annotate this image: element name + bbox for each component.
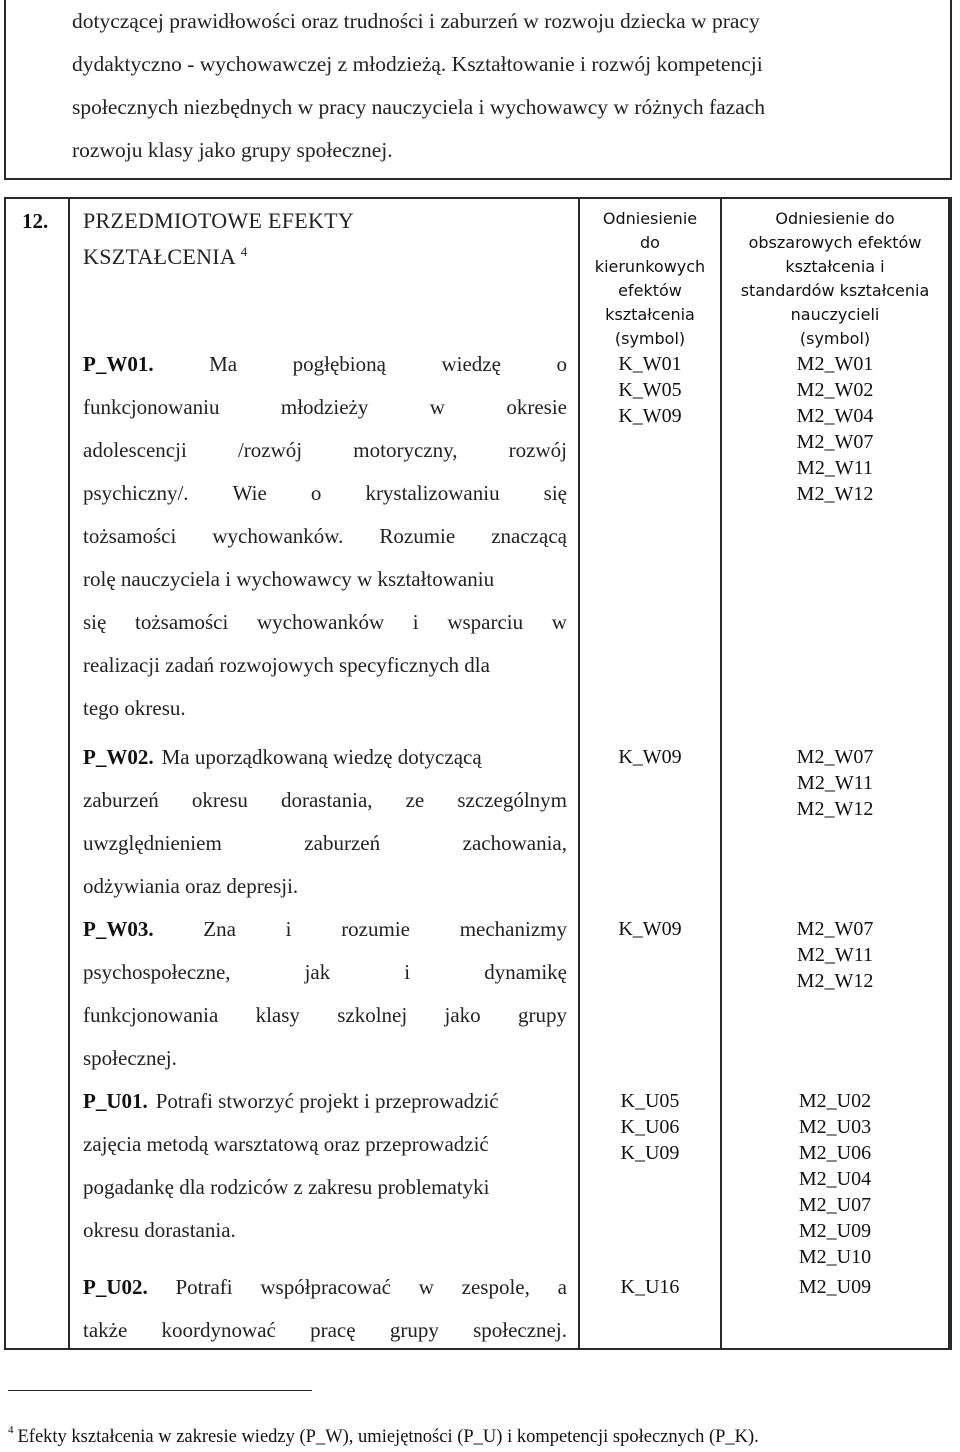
text-line	[83, 1309, 567, 1352]
word: szczególnym	[457, 788, 567, 812]
text-line	[83, 865, 567, 908]
symbol-code: M2_U02	[798, 1090, 872, 1112]
text-line	[83, 343, 567, 386]
symbol-code: M2_U04	[798, 1168, 872, 1190]
word: rozwój	[508, 438, 567, 462]
word: wychowanków.	[212, 524, 344, 548]
table-divider	[68, 199, 70, 1348]
column-header-line: kierunkowych	[594, 257, 706, 276]
word: i	[404, 960, 411, 984]
word: wsparciu	[447, 610, 524, 634]
text-line	[83, 687, 567, 730]
symbol-code: M2_U03	[798, 1116, 872, 1138]
obszarowe-symbols	[722, 744, 948, 822]
symbol-code: K_U09	[620, 1142, 680, 1164]
word: koordynować	[161, 1318, 276, 1342]
word: uwzględnieniem	[83, 831, 222, 855]
word: ze	[405, 788, 425, 812]
obszarowe-symbols	[722, 351, 948, 507]
word: Potrafi stworzyć projekt i przeprowadzić	[155, 1089, 499, 1113]
symbol-code: K_W05	[618, 379, 682, 401]
symbol-code: M2_W11	[797, 772, 873, 794]
word: w	[429, 395, 445, 419]
word: Potrafi	[175, 1275, 233, 1299]
text-line	[83, 1123, 567, 1166]
text-line	[83, 1037, 567, 1080]
word: w	[418, 1275, 434, 1299]
text-line	[83, 515, 567, 558]
symbol-code: M2_W11	[797, 457, 873, 479]
word: o	[556, 352, 567, 376]
word: pogłębioną	[292, 352, 386, 376]
word: dynamikę	[484, 960, 567, 984]
symbol-code: K_W01	[618, 353, 682, 375]
intro-line: dotyczącej prawidłowości oraz trudności i zaburzeń w rozwoju dziecka w pracy	[72, 9, 760, 33]
text-line	[83, 601, 567, 644]
text-line	[83, 822, 567, 865]
symbol-code: K_W09	[618, 918, 682, 940]
effect-code: P_W03.	[83, 917, 154, 941]
symbol-code: K_U05	[620, 1090, 680, 1112]
symbol-code: M2_W12	[796, 798, 874, 820]
word: tożsamości	[135, 610, 229, 634]
column-header-line: (symbol)	[799, 329, 871, 348]
kierunkowe-symbols	[580, 1274, 720, 1300]
word: okresu	[191, 788, 248, 812]
column-header-line: kształcenia i	[785, 257, 885, 276]
word: zaburzeń	[83, 788, 159, 812]
symbol-code: M2_U09	[798, 1220, 872, 1242]
text-line	[83, 908, 567, 951]
word: młodzieży	[280, 395, 369, 419]
symbol-code: M2_W07	[796, 746, 874, 768]
word: /rozwój	[237, 438, 303, 462]
effect-code: P_W01.	[83, 352, 154, 376]
text-line	[83, 429, 567, 472]
word: tego okresu.	[83, 696, 186, 720]
word: jak	[304, 960, 331, 984]
word: tożsamości	[83, 524, 177, 548]
word: mechanizmy	[459, 917, 567, 941]
symbol-code: M2_W02	[796, 379, 874, 401]
word: Ma uporządkowaną wiedzę dotyczącą	[161, 745, 482, 769]
column-header-line: do	[640, 233, 660, 252]
table-divider	[948, 199, 950, 1348]
intro-line: społecznych niezbędnych w pracy nauczyciela i wychowawcy w różnych fazach	[72, 95, 766, 119]
word: dorastania,	[280, 788, 373, 812]
word: szkolnej	[337, 1003, 408, 1027]
symbol-code: M2_W07	[796, 918, 874, 940]
footnote-text: Efekty kształcenia w zakresie wiedzy (P_W), umiejętności (P_U) i kompetencji społecznych (P_K).	[17, 1427, 759, 1447]
symbol-code: M2_U10	[798, 1246, 872, 1268]
text-line	[83, 1166, 567, 1209]
footnote	[8, 1424, 759, 1448]
word: motoryczny,	[353, 438, 458, 462]
text-line	[83, 1266, 567, 1309]
word: znaczącą	[491, 524, 567, 548]
effect-description	[83, 343, 567, 730]
obszarowe-symbols	[722, 916, 948, 994]
word: odżywiania oraz depresji.	[83, 874, 299, 898]
word: grupy	[389, 1318, 439, 1342]
text-line	[83, 386, 567, 429]
text-line	[83, 644, 567, 687]
word: krystalizowaniu	[365, 481, 500, 505]
word: Zna	[203, 917, 236, 941]
intro-line: rozwoju klasy jako grupy społecznej.	[72, 138, 393, 162]
kierunkowe-symbols	[580, 916, 720, 942]
effect-code: P_U02.	[83, 1275, 148, 1299]
column-header-line: standardów kształcenia	[740, 281, 930, 300]
text-line	[83, 1209, 567, 1252]
intro-text	[72, 0, 902, 172]
footnote-marker: 4	[8, 1424, 14, 1436]
word: społecznej.	[83, 1046, 177, 1070]
symbol-code: K_U06	[620, 1116, 680, 1138]
word: zespole,	[461, 1275, 530, 1299]
text-line	[83, 951, 567, 994]
word: w	[551, 610, 567, 634]
column-header-line: Odniesienie do	[775, 209, 895, 228]
word: klasy	[255, 1003, 300, 1027]
word: okresu dorastania.	[83, 1218, 236, 1242]
intro-line: dydaktyczno - wychowawczej z młodzieżą. Kształtowanie i rozwój kompetencji	[72, 52, 763, 76]
footnote-ref: 4	[240, 244, 248, 259]
word: realizacji zadań rozwojowych specyficznych dla	[83, 653, 490, 677]
text-line	[83, 472, 567, 515]
word: Ma	[209, 352, 238, 376]
obszarowe-symbols	[722, 1274, 948, 1300]
word: pogadankę dla rodziców z zakresu problematyki	[83, 1175, 490, 1199]
kierunkowe-symbols	[580, 744, 720, 770]
column-header-line: (symbol)	[614, 329, 686, 348]
symbol-code: M2_U07	[798, 1194, 872, 1216]
symbol-code: M2_U09	[798, 1276, 872, 1298]
kierunkowe-symbols	[580, 1088, 720, 1166]
symbol-code: M2_W04	[796, 405, 874, 427]
effect-code: P_W02.	[83, 745, 154, 769]
symbol-code: M2_W01	[796, 353, 874, 375]
column-header-line: Odniesienie	[602, 209, 698, 228]
word: i	[285, 917, 292, 941]
text-line	[83, 1080, 567, 1123]
word: społecznej.	[473, 1318, 567, 1342]
header-kierunkowe	[580, 207, 720, 351]
symbol-code: K_U16	[620, 1276, 680, 1298]
word: się	[83, 610, 107, 634]
word: wiedzę	[441, 352, 501, 376]
word: okresie	[506, 395, 567, 419]
word: funkcjonowania	[83, 1003, 219, 1027]
word: adolescencji	[83, 438, 187, 462]
word: funkcjonowaniu	[83, 395, 220, 419]
symbol-code: M2_W12	[796, 483, 874, 505]
column-header-line: efektów	[618, 281, 682, 300]
section-title	[83, 205, 354, 272]
word: wychowanków	[256, 610, 385, 634]
word: psychiczny/.	[83, 481, 189, 505]
word: grupy	[517, 1003, 567, 1027]
word: się	[543, 481, 567, 505]
word: o	[310, 481, 322, 505]
column-header-line: nauczycieli	[790, 305, 880, 324]
text-line	[83, 736, 567, 779]
symbol-code: M2_W11	[797, 944, 873, 966]
word: rozumie	[341, 917, 410, 941]
text-line	[83, 779, 567, 822]
word: zajęcia metodą warsztatową oraz przeprowadzić	[83, 1132, 489, 1156]
column-header-line: kształcenia	[605, 305, 695, 324]
word: jako	[444, 1003, 481, 1027]
effect-description	[83, 736, 567, 908]
word: Wie	[232, 481, 267, 505]
text-line	[83, 558, 567, 601]
effect-description	[83, 1080, 567, 1252]
section-number: 12.	[22, 209, 49, 233]
symbol-code: K_W09	[618, 746, 682, 768]
word: psychospołeczne,	[83, 960, 231, 984]
section-title-line: KSZTAŁCENIA $^4$	[83, 244, 248, 269]
obszarowe-symbols	[722, 1088, 948, 1270]
symbol-code: M2_W07	[796, 431, 874, 453]
header-obszarowe	[722, 207, 948, 351]
word: i	[412, 610, 419, 634]
section-title-line: PRZEDMIOTOWE EFEKTY	[83, 208, 355, 233]
word: rolę nauczyciela i wychowawcy w kształtowaniu	[83, 567, 495, 591]
word: Rozumie	[379, 524, 456, 548]
effects-table	[4, 197, 952, 1350]
footnote-rule	[8, 1390, 312, 1391]
word: zaburzeń	[304, 831, 381, 855]
word: także	[83, 1318, 128, 1342]
effect-description	[83, 1266, 567, 1352]
symbol-code: K_W09	[618, 405, 682, 427]
symbol-code: M2_U06	[798, 1142, 872, 1164]
effect-description	[83, 908, 567, 1080]
effect-code: P_U01.	[83, 1089, 148, 1113]
kierunkowe-symbols	[580, 351, 720, 429]
word: współpracować	[260, 1275, 391, 1299]
text-line	[83, 994, 567, 1037]
word: pracę	[310, 1318, 356, 1342]
symbol-code: M2_W12	[796, 970, 874, 992]
word: a	[557, 1275, 567, 1299]
column-header-line: obszarowych efektów	[748, 233, 922, 252]
word: zachowania,	[462, 831, 567, 855]
